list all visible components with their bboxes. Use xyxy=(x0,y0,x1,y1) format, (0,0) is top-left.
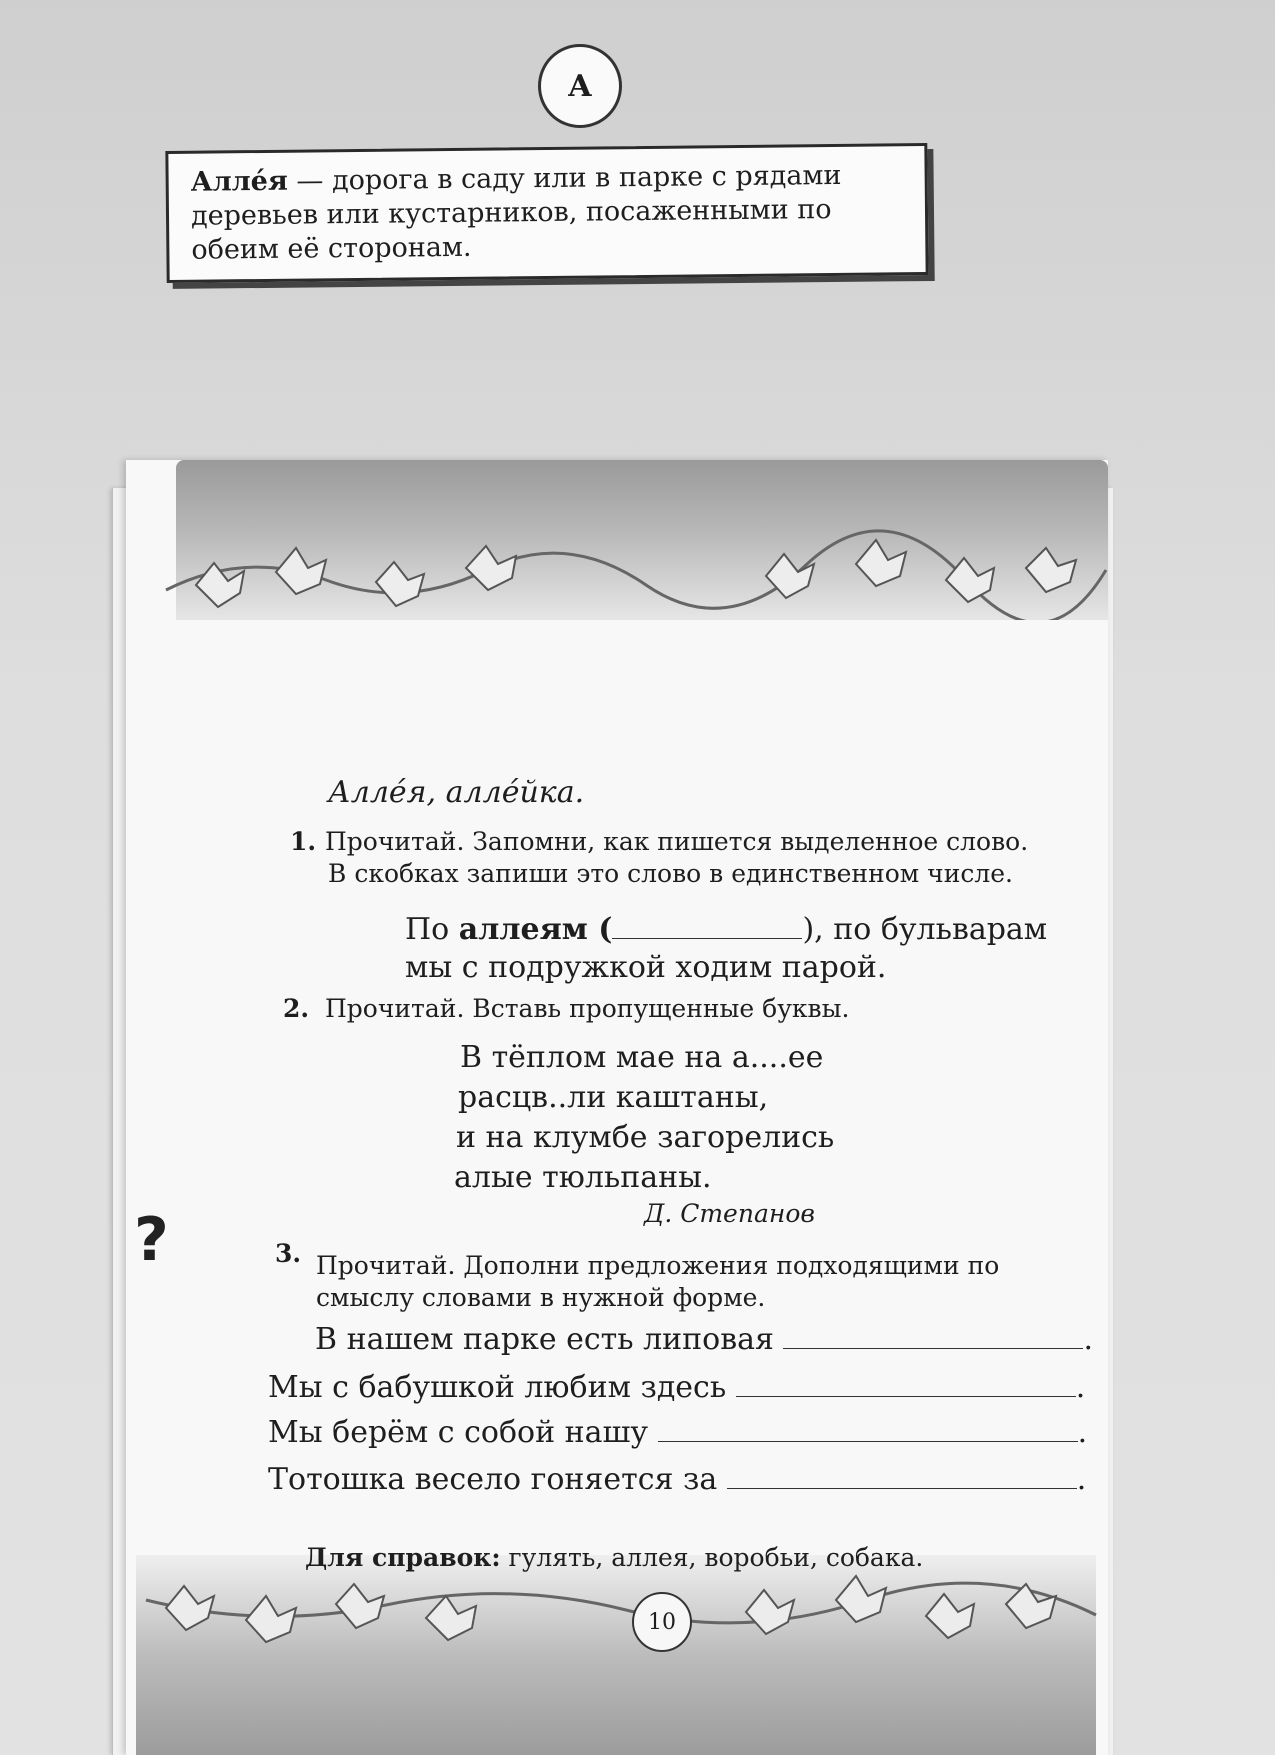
sentence-1 xyxy=(315,1322,1093,1358)
answer-blank-3[interactable] xyxy=(736,1374,1076,1397)
definition-line-3: обеим её сторонам. xyxy=(191,231,472,266)
task3-number: 3. xyxy=(275,1239,302,1268)
answer-blank-4[interactable] xyxy=(658,1419,1078,1442)
sentence-2-text: Мы с бабушкой любим здесь xyxy=(268,1370,727,1405)
open-paren: ( xyxy=(587,912,613,947)
task1-instruction-line-1: Прочитай. Запомни, как пишется выделенное слово. xyxy=(325,827,1029,856)
period: . xyxy=(1083,1322,1094,1357)
poem-line-2: расцв..ли каштаны, xyxy=(458,1080,769,1115)
poem-line-1: В тёплом мае на а....ее xyxy=(460,1040,824,1075)
question-mark-icon: ? xyxy=(134,1205,169,1275)
highlighted-word: аллеям xyxy=(458,912,588,947)
task1-verse-line-1 xyxy=(405,912,1047,948)
reference-words: гулять, аллея, воробьи, собака. xyxy=(500,1543,924,1572)
definition-line-2: деревьев или кустарников, посаженными по xyxy=(190,194,832,232)
period: . xyxy=(1077,1415,1088,1450)
task3-instruction-line-2: смыслу словами в нужной форме. xyxy=(316,1283,766,1312)
section-letter-badge: А xyxy=(538,44,622,128)
ivy-leaves-top-decoration xyxy=(126,510,1108,620)
verse-text: По xyxy=(405,912,459,947)
task2-instruction: Прочитай. Вставь пропущенные буквы. xyxy=(325,994,850,1023)
poem-line-3: и на клумбе загорелись xyxy=(456,1120,835,1155)
task1-number: 1. xyxy=(290,827,317,856)
word-forms: Алле́я, алле́йка. xyxy=(328,775,585,810)
sentence-3 xyxy=(268,1415,1087,1451)
ivy-leaves-bottom-decoration xyxy=(126,1560,1108,1670)
task1-instruction-line-2: В скобках запиши это слово в единственном числе. xyxy=(328,859,1013,888)
definition-box xyxy=(165,143,928,283)
definition-term: Алле́я xyxy=(190,165,289,198)
definition-line-1: — дорога в саду или в парке с рядами xyxy=(296,159,842,197)
answer-blank-1[interactable] xyxy=(612,916,802,939)
sentence-4 xyxy=(268,1462,1086,1498)
poem-author: Д. Степанов xyxy=(644,1199,815,1228)
verse-text-end: ), по бульварам xyxy=(802,912,1048,947)
sentence-3-text: Мы берём с собой нашу xyxy=(268,1415,649,1450)
poem-line-4: алые тюльпаны. xyxy=(454,1160,712,1195)
answer-blank-2[interactable] xyxy=(783,1326,1083,1349)
sentence-2 xyxy=(268,1370,1085,1406)
page-number: 10 xyxy=(632,1592,692,1652)
answer-blank-5[interactable] xyxy=(727,1466,1077,1489)
period: . xyxy=(1076,1462,1087,1497)
period: . xyxy=(1075,1370,1086,1405)
reference-hint xyxy=(305,1542,923,1574)
sentence-1-text: В нашем парке есть липовая xyxy=(315,1322,774,1357)
task2-number: 2. xyxy=(283,994,310,1023)
sentence-4-text: Тотошка весело гоняется за xyxy=(268,1462,718,1497)
reference-label: Для справок: xyxy=(305,1543,501,1572)
task3-instruction-line-1: Прочитай. Дополни предложения подходящими по xyxy=(316,1251,1000,1280)
task1-verse-line-2: мы с подружкой ходим парой. xyxy=(405,950,887,985)
